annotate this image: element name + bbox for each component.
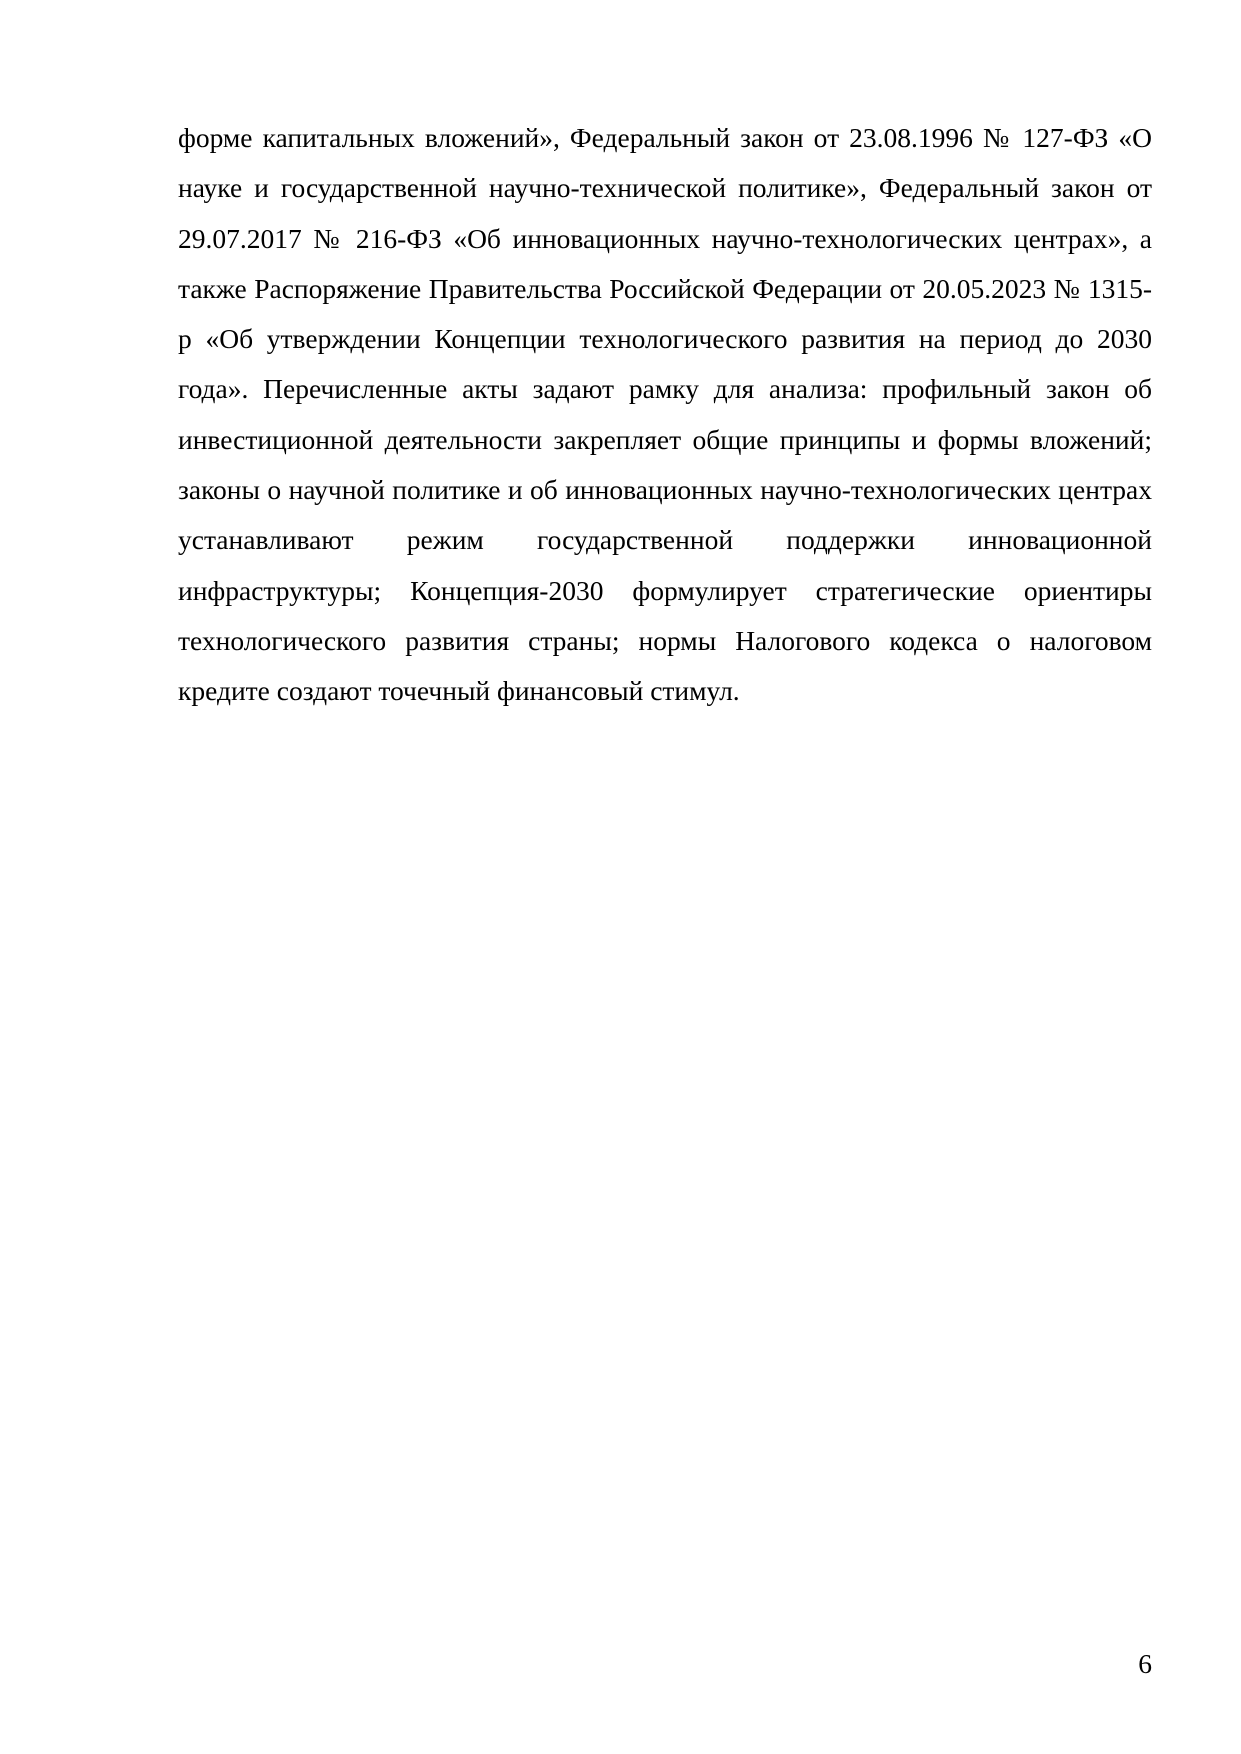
page-number: 6: [1138, 1648, 1152, 1679]
body-paragraph: форме капитальных вложений», Федеральный закон от 23.08.1996 № 127-ФЗ «О науке и государственной научно-технической политике», Федеральный закон от 29.07.2017 № 216-ФЗ «Об инновационных научно-технологических центрах», а также Распоряжение Правительства Российской Федерации от 20.05.2023 № 1315-р «Об утверждении Концепции технологического развития на период до 2030 года». Перечисленные акты задают рамку для анализа: профильный закон об инвестиционной деятельности закрепляет общие принципы и формы вложений; законы о научной политике и об инновационных научно-технологических центрах устанавливают режим государственной поддержки инновационной инфраструктуры; Концепция-2030 формулирует стратегические ориентиры технологического развития страны; нормы Налогового кодекса о налоговом кредите создают точечный финансовый стимул.: [178, 122, 1152, 707]
